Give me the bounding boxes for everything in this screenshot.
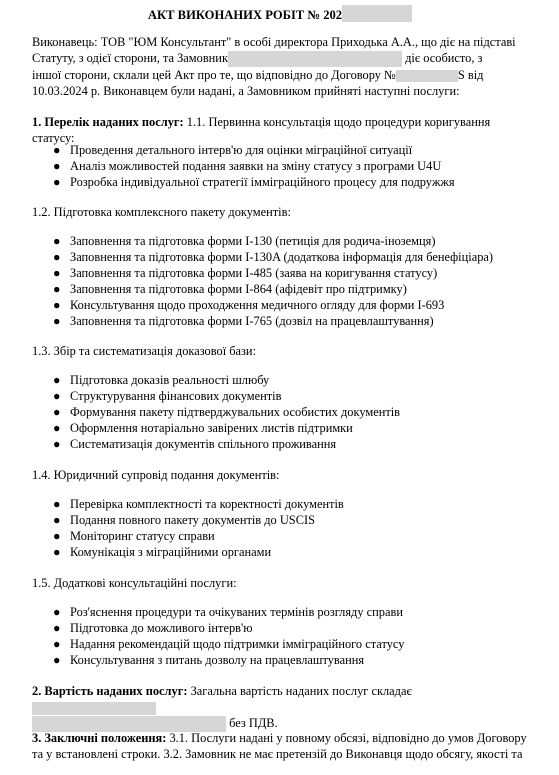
subsection-1-4-heading: 1.4. Юридичний супровід подання документів:: [32, 468, 280, 482]
bullet-icon: ●: [53, 143, 61, 157]
list-item-text: Комунікація з міграційними органами: [70, 545, 272, 559]
list-item-text: Заповнення та підготовка форми I-130 (петиція для родича-іноземця): [70, 234, 436, 248]
list-item: [32, 142, 528, 158]
bullet-icon: ●: [53, 234, 61, 248]
list-1-2: [32, 233, 528, 329]
list-item-text: Проведення детального інтерв'ю для оцінки міграційної ситуації: [70, 143, 413, 157]
list-item-text: Моніторинг статусу справи: [70, 529, 215, 543]
list-item-text: Заповнення та підготовка форми I-864 (афідевіт про підтримку): [70, 282, 407, 296]
list-item: [32, 652, 528, 668]
section-heading: 2. Вартість наданих послуг:: [32, 684, 188, 698]
section-text: Загальна вартість наданих послуг складає: [190, 684, 412, 698]
section-text: 3.1. Послуги надані у повному обсязі, відповідно до умов Договору: [169, 731, 527, 745]
redacted-number: [342, 5, 412, 22]
bullet-icon: ●: [53, 159, 61, 173]
list-item: [32, 496, 528, 512]
list-item-text: Підготовка доказів реальності шлюбу: [70, 373, 270, 387]
list-item: [32, 281, 528, 297]
list-item: [32, 604, 528, 620]
bullet-icon: ●: [53, 497, 61, 511]
intro-text: іншої сторони, склали цей Акт про те, що відповідно до Договору №: [32, 68, 396, 83]
section-heading: 3. Заключні положення:: [32, 731, 167, 745]
intro-line: [32, 50, 528, 67]
bullet-icon: ●: [53, 653, 61, 667]
list-item: [32, 528, 528, 544]
title-text: АКТ ВИКОНАНИХ РОБІТ № 202: [147, 8, 343, 22]
bullet-icon: ●: [53, 405, 61, 419]
intro-text: діє особисто, з: [405, 51, 483, 65]
list-item-text: Заповнення та підготовка форми I-485 (заява на коригування статусу): [70, 266, 438, 280]
bullet-icon: ●: [53, 437, 61, 451]
list-item-text: Консультування з питань дозволу на працевлаштування: [70, 653, 365, 667]
list-item-text: Підготовка до можливого інтерв'ю: [70, 621, 253, 635]
list-1-1: [32, 142, 528, 190]
subsection-1-3-heading: 1.3. Збір та систематизація доказової бази:: [32, 344, 257, 358]
list-item-text: Систематизація документів спільного проживання: [70, 437, 337, 451]
list-item: [32, 265, 528, 281]
bullet-icon: ●: [53, 637, 61, 651]
list-item: [32, 544, 528, 560]
bullet-icon: ●: [53, 605, 61, 619]
list-item-text: Надання рекомендацій щодо підтримки імміграційного статусу: [70, 637, 405, 651]
list-item: [32, 249, 528, 265]
list-item: [32, 313, 528, 329]
bullet-icon: ●: [53, 513, 61, 527]
bullet-icon: ●: [53, 266, 61, 280]
list-item-text: Подання повного пакету документів до USCIS: [70, 513, 315, 527]
list-item: [32, 404, 528, 420]
section-text: без ПДВ.: [229, 716, 278, 730]
list-item: [32, 233, 528, 249]
section-heading: 1. Перелік наданих послуг:: [32, 115, 184, 129]
list-item-text: Аналіз можливостей подання заявки на зміну статусу з програми U4U: [70, 159, 442, 173]
section-3: [32, 730, 528, 762]
list-item-text: Заповнення та підготовка форми I-765 (дозвіл на працевлаштування): [70, 314, 434, 328]
redacted-amount: [32, 702, 156, 715]
bullet-icon: ●: [53, 298, 61, 312]
bullet-icon: ●: [53, 373, 61, 387]
list-item-text: Роз'яснення процедури та очікуваних термінів розгляду справи: [70, 605, 403, 619]
list-item: [32, 436, 528, 452]
list-item: [32, 636, 528, 652]
list-item: [32, 158, 528, 174]
intro-line: [32, 67, 528, 83]
bullet-icon: ●: [53, 621, 61, 635]
list-item: [32, 174, 528, 190]
list-item: [32, 297, 528, 313]
section-2-line: [32, 683, 528, 715]
bullet-icon: ●: [53, 421, 61, 435]
list-item-text: Консультування щодо проходження медичного огляду для форми I-693: [70, 298, 445, 312]
section-3-line: та у встановлені строки. 3.2. Замовник не має претензій до Виконавця щодо обсягу, якості та: [32, 747, 523, 761]
subsection-heading: 1.1. Первинна консультація щодо процедури коригування статусу:: [32, 115, 491, 145]
intro-text: Статуту, з одієї сторони, та Замовник: [32, 51, 228, 65]
intro-line: Виконавець: ТОВ "ЮМ Консультант" в особі директора Приходька А.А., що діє на підставі: [32, 35, 516, 49]
bullet-icon: ●: [53, 389, 61, 403]
bullet-icon: ●: [53, 250, 61, 264]
list-item-text: Заповнення та підготовка форми I-130A (додаткова інформація для бенефіціара): [70, 250, 494, 264]
section-2: [32, 683, 528, 732]
bullet-icon: ●: [53, 175, 61, 189]
document-title: [32, 5, 528, 23]
subsection-1-5-heading: 1.5. Додаткові консультаційні послуги:: [32, 576, 237, 590]
list-item: [32, 620, 528, 636]
list-item: [32, 372, 528, 388]
list-item-text: Оформлення нотаріально завірених листів підтримки: [70, 421, 353, 435]
list-item-text: Розробка індивідуальної стратегії імміграційного процесу для подружжя: [70, 175, 455, 189]
intro-text: S від: [457, 68, 484, 83]
redacted-client-name: [228, 51, 402, 67]
bullet-icon: ●: [53, 314, 61, 328]
bullet-icon: ●: [53, 529, 61, 543]
list-1-4: [32, 496, 528, 560]
list-item-text: Перевірка комплектності та коректності документів: [70, 497, 344, 511]
list-1-3: [32, 372, 528, 452]
list-1-5: [32, 604, 528, 668]
list-item: [32, 512, 528, 528]
section-3-line: [32, 730, 528, 746]
list-item: [32, 420, 528, 436]
subsection-1-2-heading: 1.2. Підготовка комплексного пакету документів:: [32, 205, 291, 219]
bullet-icon: ●: [53, 282, 61, 296]
list-item-text: Структурування фінансових документів: [70, 389, 282, 403]
intro-line: 10.03.2024 р. Виконавцем були надані, а Замовником прийняті наступні послуги:: [32, 84, 460, 99]
bullet-icon: ●: [53, 545, 61, 559]
list-item-text: Формування пакету підтверджувальних особистих документів: [70, 405, 401, 419]
redacted-contract-number: [396, 70, 458, 82]
intro-paragraph: [32, 34, 528, 99]
list-item: [32, 388, 528, 404]
